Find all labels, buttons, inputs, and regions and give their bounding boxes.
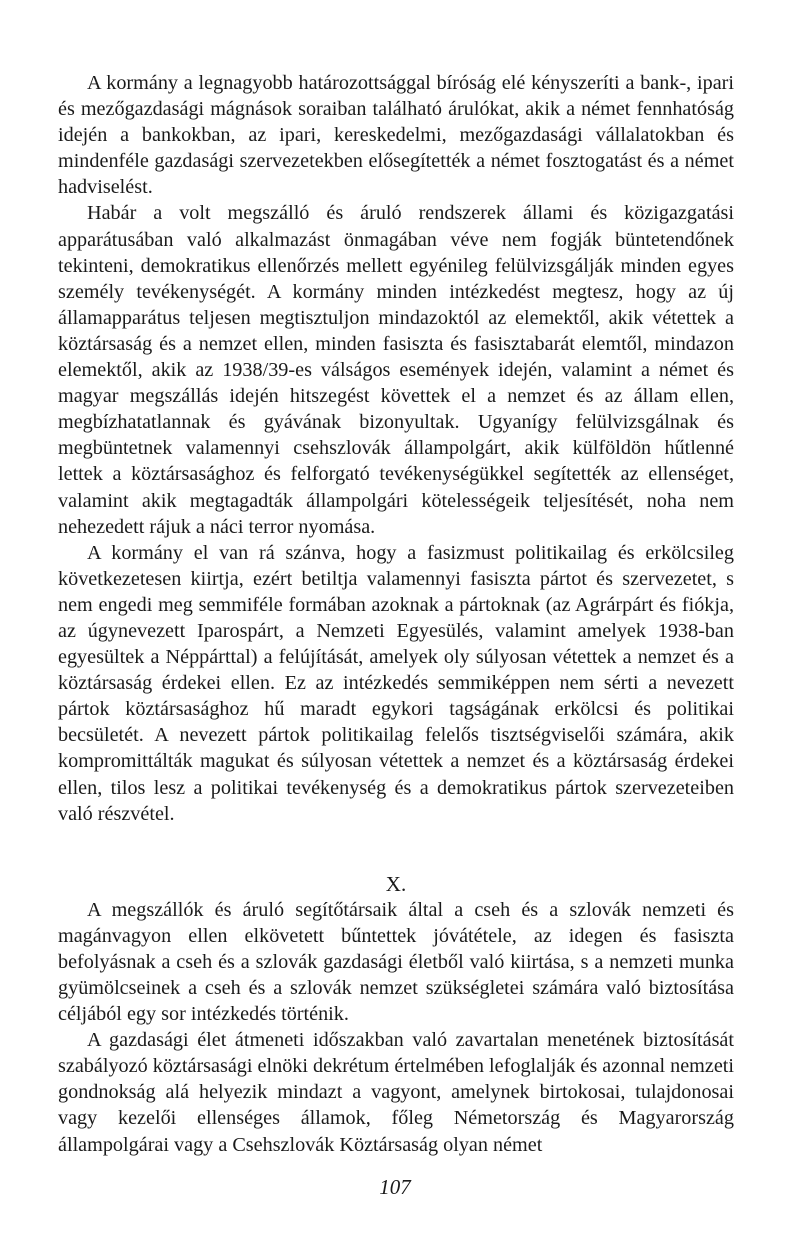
document-page bbox=[58, 70, 734, 1158]
paragraph-fascist-parties: A kormány el van rá szánva, hogy a fasizmust politikailag és erkölcsileg következetesen kiirtja, ezért betiltja valamennyi fasiszta pártot és szervezetet, s nem engedi meg semmiféle formában azoknak a pártoknak (az Agrárpárt és fiókja, az úgynevezett Iparospárt, a Nemzeti Egyesülés, valamint amelyek 1938-ban egyesültek a Néppárttal) a felújítását, amelyek oly súlyosan vétettek a nemzet és a köztársaság érdekei ellen. Ez az intézkedés semmiképpen nem sérti a nevezett pártok köztársasághoz hű maradt egykori tagságának erkölcsi és politikai becsületét. A nevezett pártok politikailag felelős tisztségviselői számára, akik kompromittálták magukat és súlyosan vétettek a nemzet és a köztársaság érdekei ellen, tilos lesz a politikai tevékenység és a demokratikus pártok szervezeteiben való részvétel. bbox=[58, 541, 734, 825]
paragraph-national-administration: A gazdasági élet átmeneti időszakban való zavartalan menetének biztosítását szabályozó köztársasági elnöki dekrétum értelmében lefoglalják és azonnal nemzeti gondnokság alá helyezik mindazt a vagyont, amelynek birtokosai, tulajdonosai vagy kezelői ellenséges államok, főleg Németország és Magyarország állampolgárai vagy a Csehszlovák Köztársaság olyan német bbox=[58, 1029, 734, 1156]
section-heading: X. bbox=[385, 871, 407, 896]
paragraph-state-apparatus: Habár a volt megszálló és áruló rendszerek állami és közigazgatási apparátusában való alkalmazást önmagában véve nem fogják büntetendőnek tekinteni, demokratikus ellenőrzés mellett egyénileg felülvizsgálják minden egyes személy tevékenységét. A kormány minden intézkedést megtesz, hogy az új államapparátus teljesen megtisztuljon mindazoktól az elemektől, akik vétettek a köztársaság és a nemzet ellen, minden fasiszta és fasisztabarát elemtől, mindazon elemektől, akik az 1938/39-es válságos események idején, valamint a német és magyar megszállás idején hitszegést követtek el a nemzet és az állam ellen, megbízhatatlannak és gyávának bizonyultak. Ugyanígy felülvizsgálnak és megbüntetnek valamennyi csehszlovák állampolgárt, akik külföldön hűtlenné lettek a köztársasághoz és felforgató tevékenységükkel segítették az ellenséget, valamint akik megtagadták állampolgári kötelességeik teljesítését, noha nem nehezedett rájuk a náci terror nyomása. bbox=[58, 202, 734, 538]
paragraph-reparation: A megszállók és áruló segítőtársaik által a cseh és a szlovák nemzeti és magánvagyon ellen elkövetett bűntettek jóvátétele, az idegen és fasiszta befolyásnak a cseh és a szlovák gazdasági életből való kiirtása, s a nemzeti munka gyümölcseinek a cseh és a szlovák nemzet szükségletei számára való biztosítása céljából egy sor intézkedés történik. bbox=[58, 898, 734, 1026]
paragraph-bank-traitors: A kormány a legnagyobb határozottsággal bíróság elé kényszeríti a bank-, ipari és mezőgazdasági mágnások soraiban található árulókat, akik a német fennhatóság idején a bankokban, az ipari, kereskedelmi, mezőgazdasági vállalatokban és mindenféle gazdasági szervezetekben elősegítették a német fosztogatást és a német hadviselést. bbox=[58, 72, 734, 199]
page-number: 107 bbox=[379, 1175, 411, 1199]
